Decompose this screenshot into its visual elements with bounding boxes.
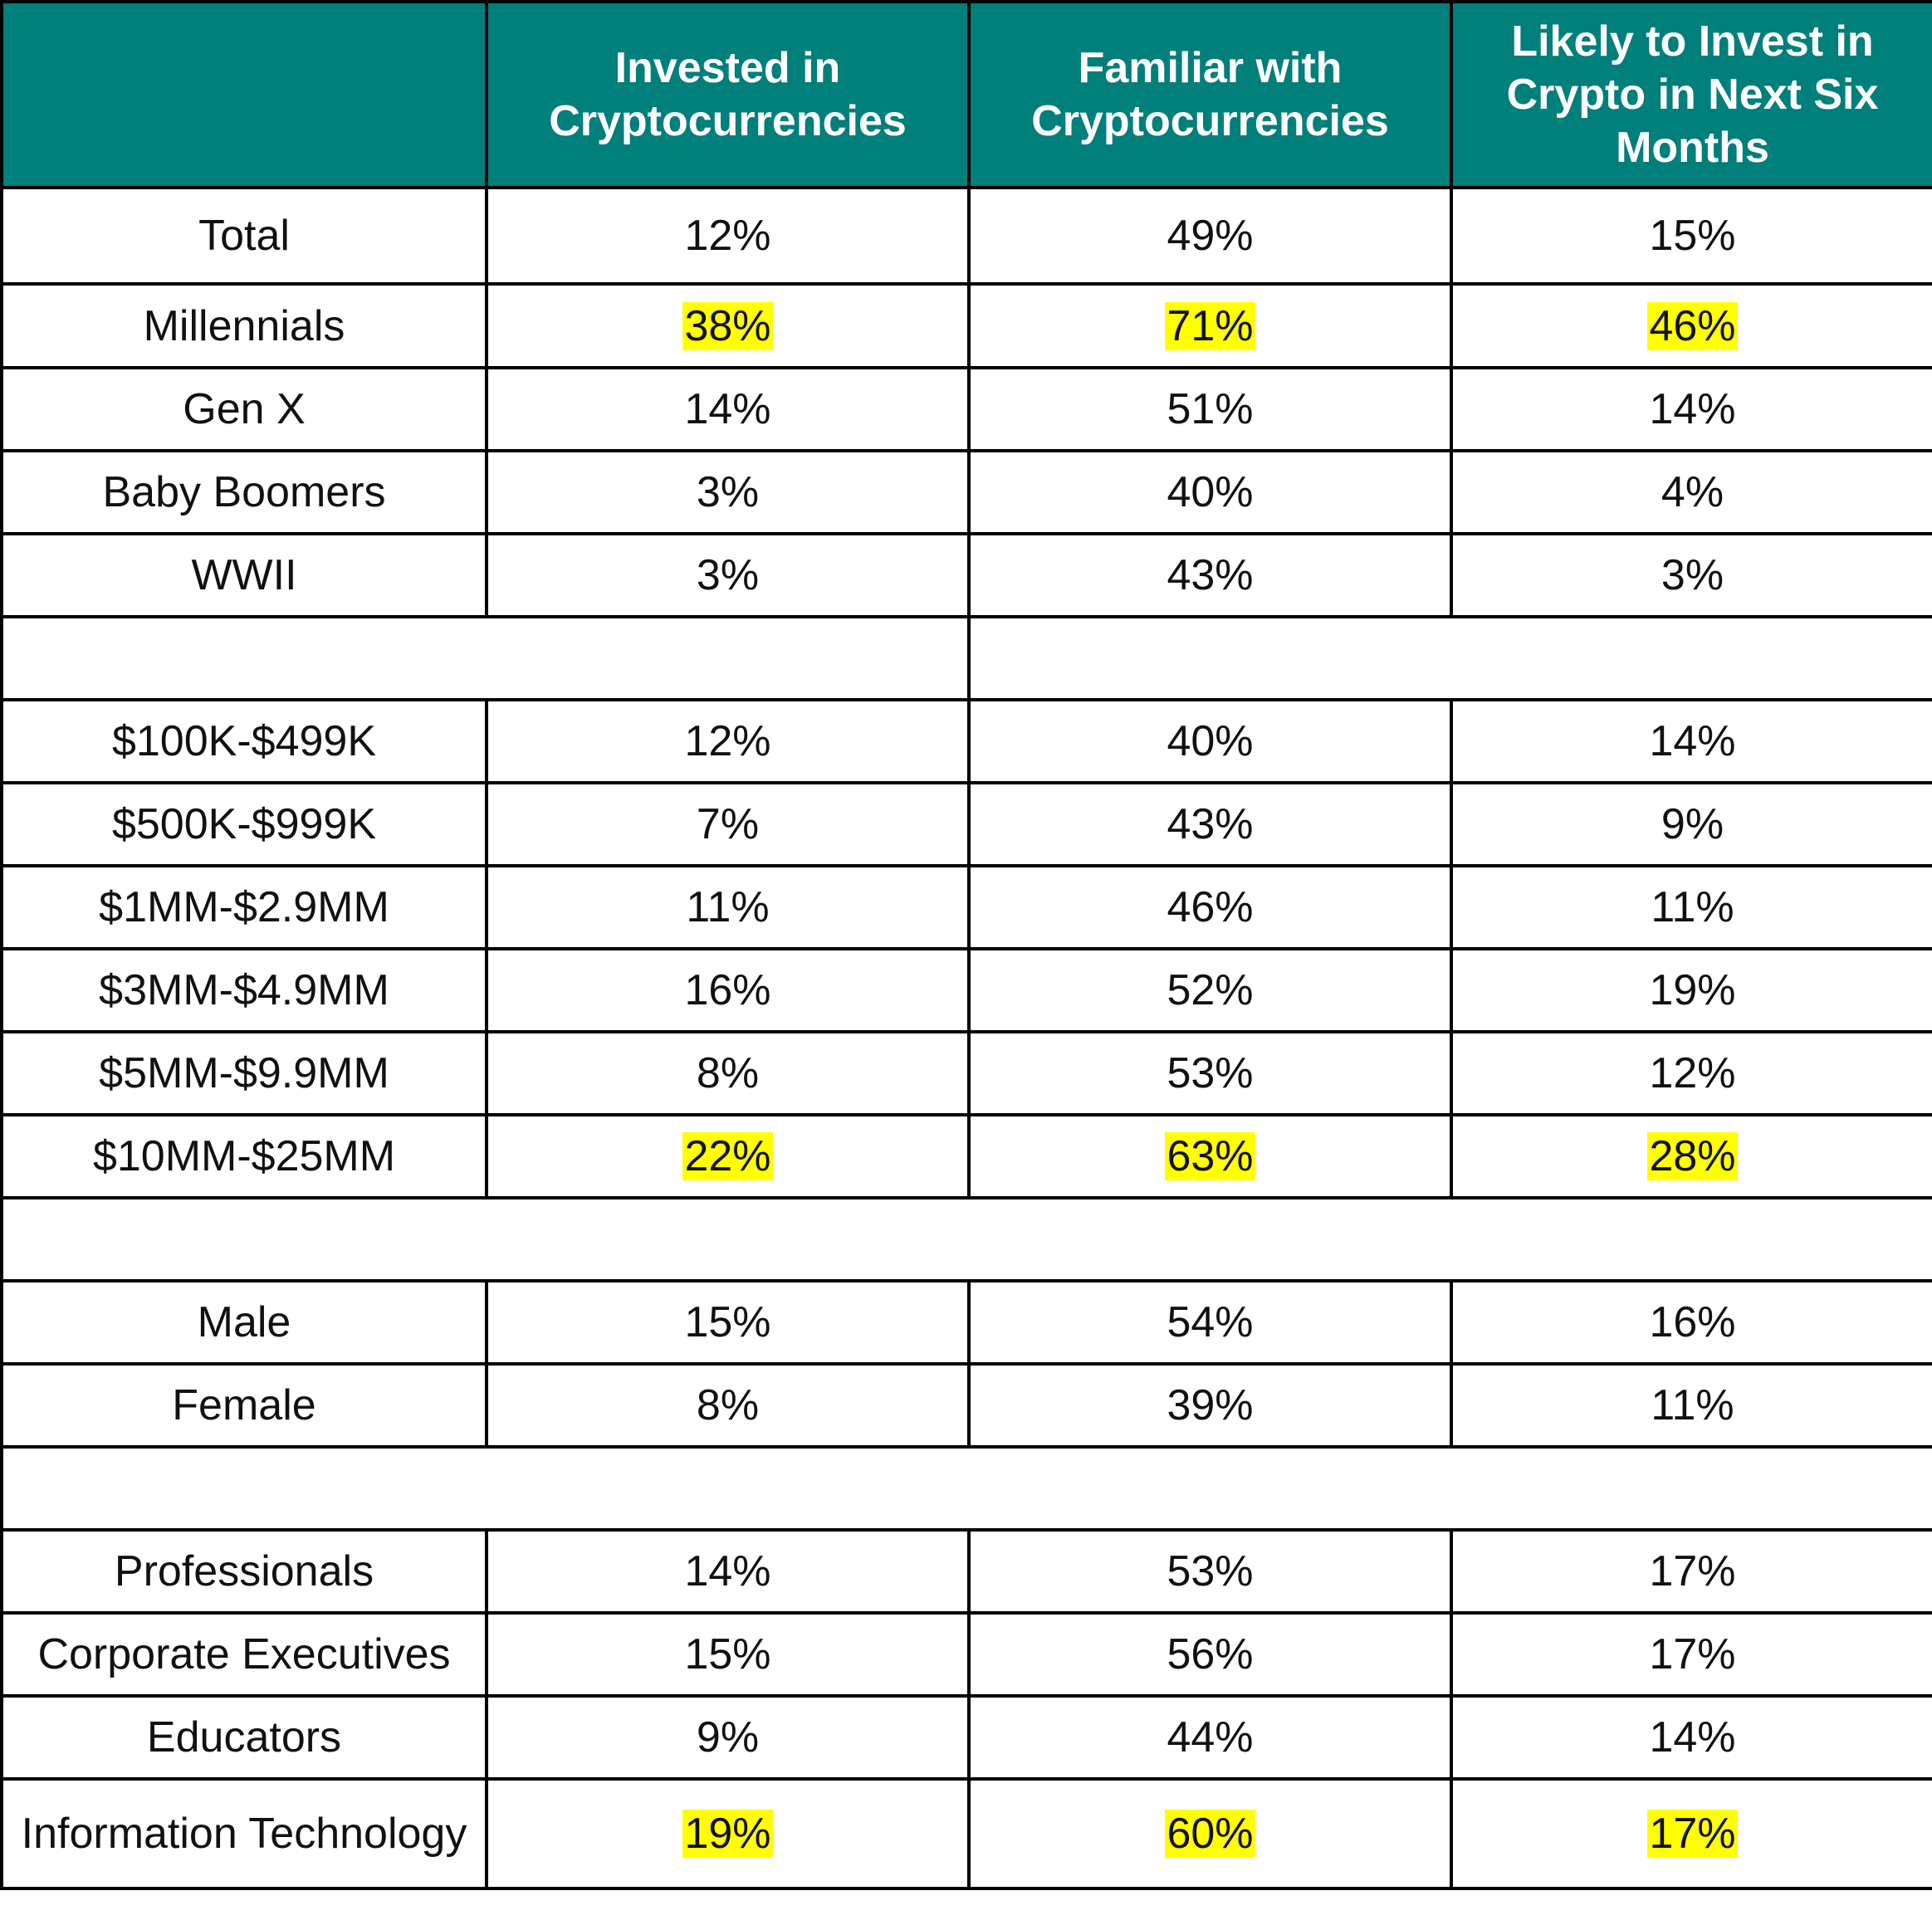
value-cell — [969, 534, 1451, 617]
header-corner — [2, 2, 487, 188]
highlighted-value: 28% — [1649, 1132, 1736, 1180]
value-text: 14% — [1649, 1713, 1736, 1761]
row-label: Professionals — [2, 1530, 487, 1613]
value-text: 7% — [696, 800, 760, 848]
value-text: 11% — [1651, 1381, 1734, 1429]
value-text: 56% — [1167, 1630, 1254, 1678]
value-cell — [969, 949, 1451, 1032]
highlighted-value: 71% — [1167, 301, 1254, 350]
value-cell — [1451, 866, 1932, 949]
highlighted-value: 46% — [1649, 301, 1736, 350]
spacer-cell — [969, 617, 1932, 700]
value-text: 15% — [1649, 212, 1736, 260]
value-cell — [487, 1530, 969, 1613]
value-text: 3% — [696, 468, 760, 516]
value-cell — [1451, 1364, 1932, 1447]
table-row — [2, 949, 1932, 1032]
value-cell — [969, 451, 1451, 534]
value-cell — [969, 1530, 1451, 1613]
value-text: 14% — [684, 1547, 771, 1595]
spacer-cell — [2, 1447, 1932, 1530]
row-label: Baby Boomers — [2, 451, 487, 534]
value-text: 44% — [1167, 1713, 1254, 1761]
value-text: 15% — [684, 1298, 771, 1346]
row-label: Information Technology — [2, 1779, 487, 1888]
value-text: 51% — [1167, 385, 1254, 433]
value-cell — [1451, 700, 1932, 783]
value-text: 43% — [1167, 800, 1254, 848]
spacer-row — [2, 1198, 1932, 1281]
value-cell — [487, 1696, 969, 1779]
value-text: 39% — [1167, 1381, 1254, 1429]
value-cell — [969, 783, 1451, 866]
row-label: $3MM-$4.9MM — [2, 949, 487, 1032]
value-cell — [487, 1364, 969, 1447]
value-cell — [1451, 1696, 1932, 1779]
value-cell — [1451, 1281, 1932, 1364]
table-row — [2, 534, 1932, 617]
spacer-cell — [2, 1198, 1932, 1281]
header-row — [2, 2, 1932, 188]
value-cell — [1451, 1613, 1932, 1696]
value-cell — [969, 1364, 1451, 1447]
header-invested: Invested in Cryptocurrencies — [487, 2, 969, 188]
value-text: 3% — [1661, 551, 1724, 599]
value-text: 40% — [1167, 717, 1254, 765]
value-text: 9% — [1661, 800, 1724, 848]
value-text: 11% — [686, 883, 770, 931]
value-cell — [1451, 1032, 1932, 1115]
table-header — [2, 2, 1932, 188]
value-text: 14% — [684, 385, 771, 433]
value-text: 54% — [1167, 1298, 1254, 1346]
value-text: 3% — [696, 551, 760, 599]
table-row — [2, 1696, 1932, 1779]
row-label: WWII — [2, 534, 487, 617]
value-cell — [969, 700, 1451, 783]
value-text: 14% — [1649, 385, 1736, 433]
table-row — [2, 368, 1932, 451]
value-cell — [969, 1281, 1451, 1364]
value-text: 9% — [696, 1713, 760, 1761]
row-label: $1MM-$2.9MM — [2, 866, 487, 949]
table-row — [2, 1032, 1932, 1115]
value-cell — [1451, 368, 1932, 451]
value-text: 12% — [1649, 1049, 1736, 1097]
value-cell — [1451, 451, 1932, 534]
value-text: 11% — [1651, 883, 1734, 931]
value-cell — [1451, 1115, 1932, 1198]
table-row — [2, 188, 1932, 284]
value-text: 53% — [1167, 1547, 1254, 1595]
value-cell — [969, 1613, 1451, 1696]
value-cell — [969, 1779, 1451, 1888]
value-cell — [969, 188, 1451, 284]
value-cell — [487, 700, 969, 783]
highlighted-value: 60% — [1167, 1810, 1254, 1858]
table-row — [2, 1530, 1932, 1613]
table-row — [2, 700, 1932, 783]
highlighted-value: 17% — [1649, 1810, 1736, 1858]
value-cell — [969, 1032, 1451, 1115]
value-cell — [1451, 188, 1932, 284]
value-text: 53% — [1167, 1049, 1254, 1097]
value-cell — [487, 783, 969, 866]
value-text: 17% — [1649, 1547, 1736, 1595]
highlighted-value: 63% — [1167, 1132, 1254, 1180]
row-label: Gen X — [2, 368, 487, 451]
value-text: 15% — [684, 1630, 771, 1678]
value-cell — [487, 368, 969, 451]
value-cell — [1451, 1779, 1932, 1888]
value-cell — [969, 866, 1451, 949]
value-text: 4% — [1661, 468, 1724, 516]
value-cell — [969, 284, 1451, 368]
value-cell — [487, 1779, 969, 1888]
row-label: Corporate Executives — [2, 1613, 487, 1696]
value-text: 43% — [1167, 551, 1254, 599]
table-row — [2, 451, 1932, 534]
value-text: 46% — [1167, 883, 1254, 931]
table-body — [2, 188, 1932, 1888]
table-row — [2, 1613, 1932, 1696]
value-text: 49% — [1167, 212, 1254, 260]
row-label: $5MM-$9.9MM — [2, 1032, 487, 1115]
table-row — [2, 1115, 1932, 1198]
value-text: 16% — [684, 966, 771, 1014]
row-label: Total — [2, 188, 487, 284]
value-cell — [487, 1281, 969, 1364]
value-cell — [969, 368, 1451, 451]
table-row — [2, 284, 1932, 368]
row-label: Educators — [2, 1696, 487, 1779]
table-row — [2, 783, 1932, 866]
header-familiar: Familiar with Cryptocurrencies — [969, 2, 1451, 188]
table-row — [2, 1364, 1932, 1447]
value-cell — [487, 949, 969, 1032]
value-cell — [487, 1032, 969, 1115]
spacer-row — [2, 1447, 1932, 1530]
row-label: $10MM-$25MM — [2, 1115, 487, 1198]
value-cell — [1451, 783, 1932, 866]
table-row — [2, 1779, 1932, 1888]
highlighted-value: 19% — [684, 1810, 771, 1858]
spacer-cell — [2, 617, 969, 700]
row-label: $100K-$499K — [2, 700, 487, 783]
value-text: 40% — [1167, 468, 1254, 516]
value-cell — [487, 451, 969, 534]
highlighted-value: 38% — [684, 301, 771, 350]
value-cell — [487, 866, 969, 949]
value-cell — [969, 1115, 1451, 1198]
value-cell — [487, 534, 969, 617]
row-label: Millennials — [2, 284, 487, 368]
value-cell — [487, 1613, 969, 1696]
value-text: 17% — [1649, 1630, 1736, 1678]
highlighted-value: 22% — [684, 1132, 771, 1180]
value-text: 52% — [1167, 966, 1254, 1014]
value-text: 12% — [684, 717, 771, 765]
header-likely-to-invest: Likely to Invest in Crypto in Next Six Months — [1451, 2, 1932, 188]
value-cell — [1451, 949, 1932, 1032]
value-cell — [969, 1696, 1451, 1779]
row-label: $500K-$999K — [2, 783, 487, 866]
value-cell — [487, 284, 969, 368]
value-cell — [1451, 284, 1932, 368]
value-text: 12% — [684, 212, 771, 260]
value-text: 19% — [1649, 966, 1736, 1014]
value-cell — [487, 188, 969, 284]
value-text: 8% — [696, 1049, 760, 1097]
row-label: Female — [2, 1364, 487, 1447]
table-row — [2, 1281, 1932, 1364]
row-label: Male — [2, 1281, 487, 1364]
table-row — [2, 866, 1932, 949]
value-text: 14% — [1649, 717, 1736, 765]
value-text: 16% — [1649, 1298, 1736, 1346]
value-text: 8% — [696, 1381, 760, 1429]
value-cell — [487, 1115, 969, 1198]
value-cell — [1451, 1530, 1932, 1613]
value-cell — [1451, 534, 1932, 617]
spacer-row — [2, 617, 1932, 700]
